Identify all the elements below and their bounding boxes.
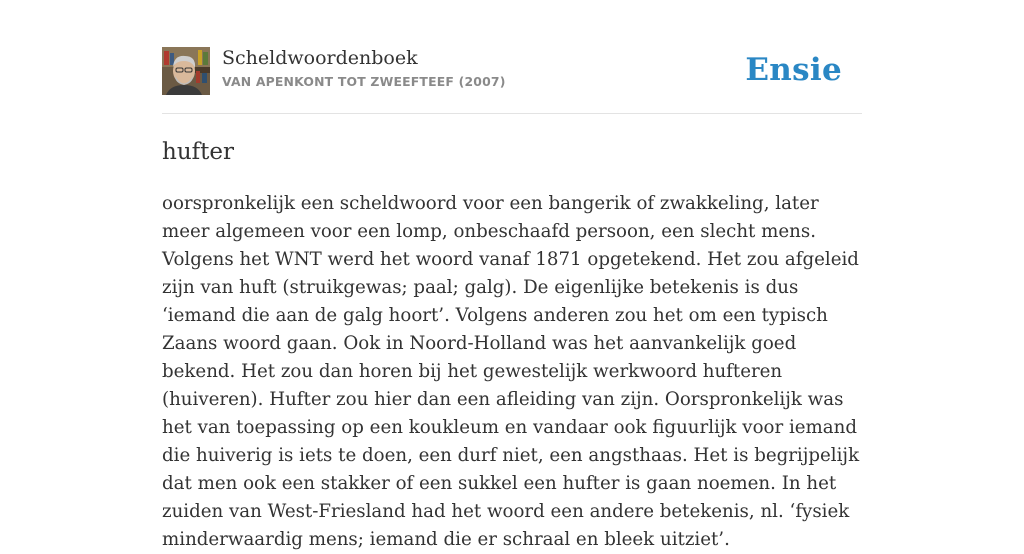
source-header xyxy=(162,46,862,96)
author-portrait-icon xyxy=(162,47,210,95)
entry-definition: oorspronkelijk een scheldwoord voor een bangerik of zwakkeling, later meer algemeen voor een lomp, onbeschaafd persoon, een slecht mens. Volgens het WNT werd het woord vanaf 1871 opgetekend. Het zou afgeleid zijn van huft (struikgewas; paal; galg). De eigenlijke betekenis is dus ‘iemand die aan de galg hoort’. Volgens anderen zou het om een typisch Zaans woord gaan. Ook in Noord-Holland was het aanvankelijk goed bekend. Het zou dan horen bij het gewestelijk werkwoord hufteren (huiveren). Hufter zou hier dan een afleiding van zijn. Oorspronkelijk was het van toepassing op een koukleum en vandaar ook figuurlijk voor iemand die huiverig is iets te doen, een durf niet, een angsthaas. Het is begrijpelijk dat men ook een stakker of een sukkel een hufter is gaan noemen. In het zuiden van West-Friesland had het woord een andere betekenis, nl. ‘fysiek minderwaardig mens; iemand die er schraal en bleek uitziet’. xyxy=(162,193,860,550)
entry-page xyxy=(162,0,862,550)
entry-term: hufter xyxy=(162,139,234,165)
source-title[interactable]: Scheldwoordenboek xyxy=(222,47,418,69)
author-avatar[interactable] xyxy=(162,47,210,95)
brand-logo[interactable]: Ensie xyxy=(745,52,842,88)
source-subtitle: VAN APENKONT TOT ZWEEFTEEF (2007) xyxy=(222,74,506,89)
header-divider xyxy=(162,113,862,114)
